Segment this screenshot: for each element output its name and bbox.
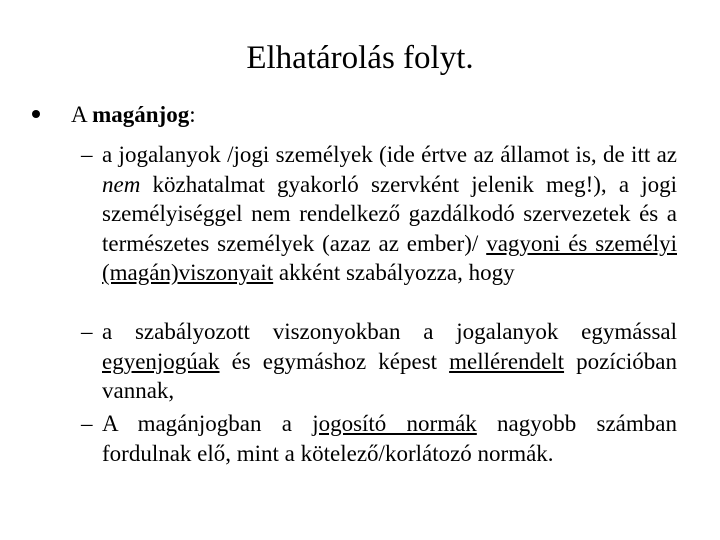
main-bullet-prefix: A [71, 102, 93, 127]
dash-bullet-icon: – [81, 319, 93, 344]
sub-bullet-segment: A magánjogban a [102, 411, 313, 436]
sub-bullet-segment: pozícióban vannak, [102, 348, 677, 403]
main-bullet-text [71, 97, 196, 133]
main-bullet-emphasis: magánjog [92, 102, 190, 127]
bullet-dot-icon [32, 110, 40, 118]
main-bullet-suffix: : [189, 102, 196, 127]
sub-bullet-segment: a szabályozott viszonyokban a jogalanyok egymással [102, 319, 677, 344]
sub-bullet-text [102, 409, 677, 468]
dash-bullet-icon: – [81, 142, 93, 167]
underlined-phrase: vagyoni és személyi (magán)viszonyait [102, 230, 677, 285]
underlined-phrase: mellérendelt [449, 348, 565, 374]
dash-bullet-icon: – [81, 411, 93, 436]
slide-title: Elhatárolás folyt. [246, 40, 474, 76]
sub-bullet-segment: közhatalmat gyakorló szervként jelenik meg!), a jogi személyiséggel nem rendelkező gazdálkodó szervezetek és a természetes személyek (azaz az ember)/ [102, 171, 677, 256]
sub-bullet-text [102, 140, 677, 288]
sub-bullet-segment: és egymáshoz képest [219, 348, 450, 374]
sub-bullet-segment: akként szabályozza, hogy [273, 260, 515, 285]
sub-bullet-segment: nagyobb számban fordulnak elő, mint a kötelező/korlátozó normák. [102, 411, 677, 466]
italic-emphasis: nem [102, 171, 141, 197]
underlined-phrase: egyenjogúak [102, 348, 220, 374]
sub-bullet-segment: a jogalanyok /jogi személyek (ide értve az államot is, de itt az [102, 142, 677, 167]
sub-bullet-text [102, 317, 677, 406]
underlined-phrase: jogosító normák [312, 411, 477, 436]
